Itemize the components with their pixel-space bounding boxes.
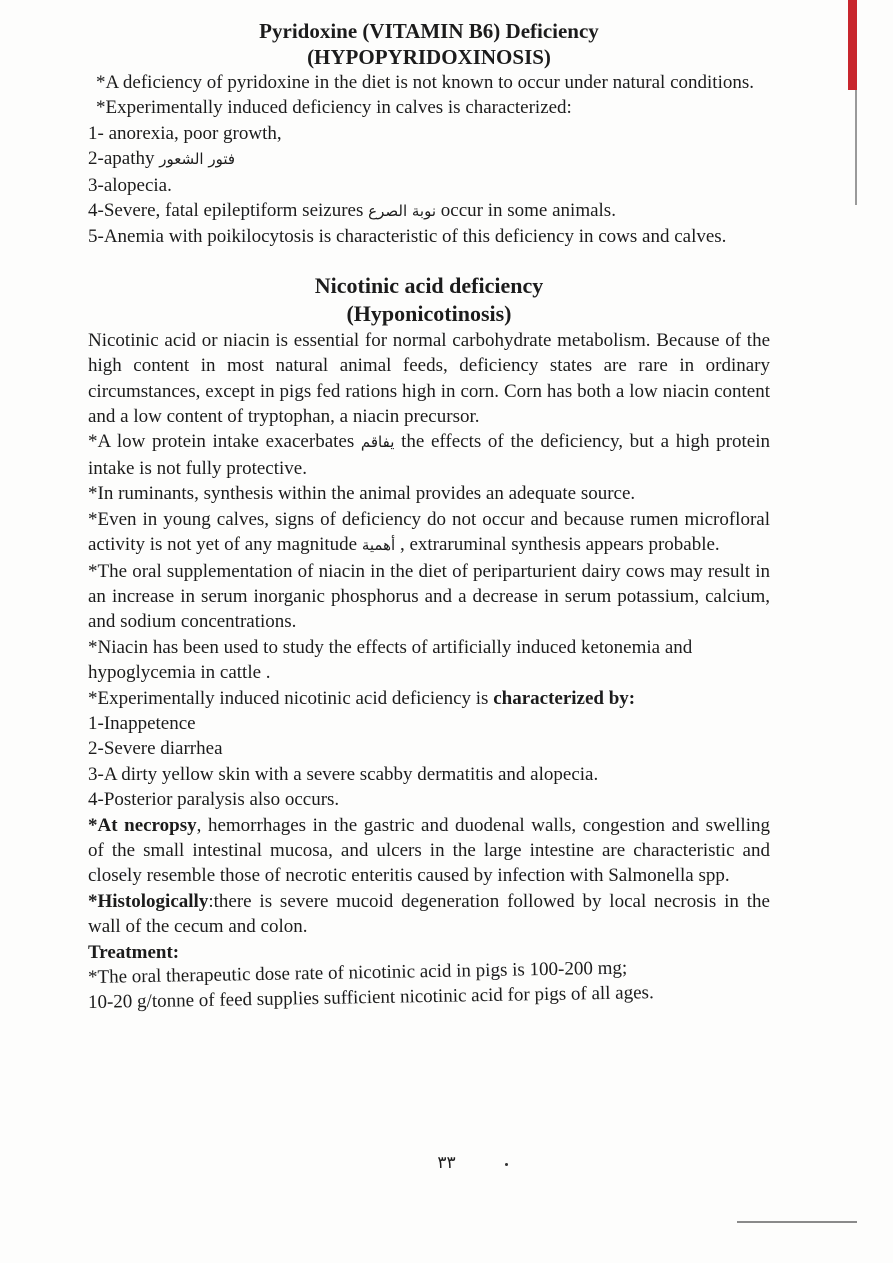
section2-title — [88, 272, 770, 328]
histology-paragraph — [88, 889, 770, 940]
list-item-text: 4-Severe, fatal epileptiform seizures — [88, 200, 369, 222]
treatment-heading: Treatment: — [88, 941, 180, 963]
section2-title-line2: (Hyponicotinosis) — [346, 300, 512, 326]
section2-title-line1: Nicotinic acid deficiency — [314, 272, 544, 298]
histology-text: :there is severe mucoid degeneration followed by local necrosis in the wall of the cecum and colon. — [88, 890, 770, 938]
paragraph-text: *A low protein intake exacerbates — [88, 431, 361, 453]
section1-title — [88, 18, 770, 70]
treatment-line: 10-20 g/tonne of feed supplies sufficient nicotinic acid for pigs of all ages. — [87, 982, 654, 1014]
page-number: ٣٣ — [437, 1153, 456, 1173]
arabic-gloss: أهمية — [361, 536, 396, 555]
paragraph-text: , extraruminal synthesis appears probable. — [395, 534, 720, 556]
section2-paragraph: Nicotinic acid or niacin is essential for normal carbohydrate metabolism. Because of the high content in most natural animal feeds, deficiency states are rare in ordinary circumstances, except in pigs fed rations high in corn. Corn has both a low niacin content and a low content of tryptophan, a niacin precursor. — [88, 329, 770, 428]
section1-title-line1: Pyridoxine (VITAMIN B6) Deficiency — [259, 19, 599, 43]
list-item-text: occur in some animals. — [436, 200, 616, 222]
section2-paragraph — [88, 429, 770, 481]
paragraph-text: *Even in young calves, signs of deficiency do not occur and because rumen microfloral activity is not yet of any magnitude — [88, 508, 770, 556]
page-edge-red-tab — [848, 0, 857, 90]
page-dot-mark — [505, 1163, 508, 1166]
arabic-gloss: نوبة الصرع — [368, 202, 437, 221]
section2-paragraph: *Niacin has been used to study the effects of artificially induced ketonemia and hypoglycemia in cattle . — [88, 636, 693, 684]
histology-label: *Histologically — [88, 890, 209, 912]
paragraph-text: the effects of the deficiency, but a high protein intake is not fully protective. — [88, 431, 770, 479]
section2-paragraph — [88, 507, 770, 559]
treatment-line: *The oral therapeutic dose rate of nicotinic acid in pigs is 100-200 mg; — [87, 957, 628, 988]
arabic-gloss: يفاقم — [360, 433, 395, 452]
section1-list-item — [88, 146, 770, 172]
section2-list-item: 2-Severe diarrhea — [88, 738, 223, 760]
section1-list-item: 1- anorexia, poor growth, — [88, 122, 282, 144]
section1-list-item: 5-Anemia with poikilocytosis is characteristic of this deficiency in cows and calves. — [88, 226, 727, 248]
paragraph-text: *Experimentally induced nicotinic acid deficiency is — [88, 687, 494, 709]
section2-list-item: 4-Posterior paralysis also occurs. — [88, 789, 340, 811]
necropsy-text: , hemorrhages in the gastric and duodenal walls, congestion and swelling of the small intestinal mucosa, and ulcers in the large intestine are characteristic and closely resemble those of necrotic enteritis caused by infection with Salmonella spp. — [88, 814, 770, 887]
page-edge-bottom-line — [737, 1221, 857, 1223]
list-item-text: 2-apathy — [88, 148, 160, 170]
necropsy-paragraph — [88, 813, 770, 889]
section1-list-item: 3-alopecia. — [88, 174, 172, 196]
section2-list-item: 1-Inappetence — [88, 712, 196, 734]
necropsy-label: *At necropsy — [88, 814, 197, 836]
arabic-gloss: فتور الشعور — [159, 150, 236, 169]
section2-paragraph: *The oral supplementation of niacin in the diet of periparturient dairy cows may result in an increase in serum inorganic phosphorus and a decrease in serum potassium, calcium, and sodium concentrations. — [88, 560, 770, 633]
section2-paragraph: *In ruminants, synthesis within the animal provides an adequate source. — [88, 483, 636, 505]
section2-paragraph — [88, 686, 770, 711]
section1-title-line2: (HYPOPYRIDOXINOSIS) — [307, 45, 551, 69]
page-edge-line — [855, 90, 857, 205]
section1-list-item — [88, 198, 770, 224]
bold-phrase: characterized by: — [493, 687, 636, 709]
section1-paragraph: *A deficiency of pyridoxine in the diet is not known to occur under natural conditions. — [96, 72, 754, 93]
page-content — [88, 18, 770, 1016]
section1-paragraph: *Experimentally induced deficiency in calves is characterized: — [96, 97, 572, 119]
section2-list-item: 3-A dirty yellow skin with a severe scabby dermatitis and alopecia. — [88, 763, 599, 785]
